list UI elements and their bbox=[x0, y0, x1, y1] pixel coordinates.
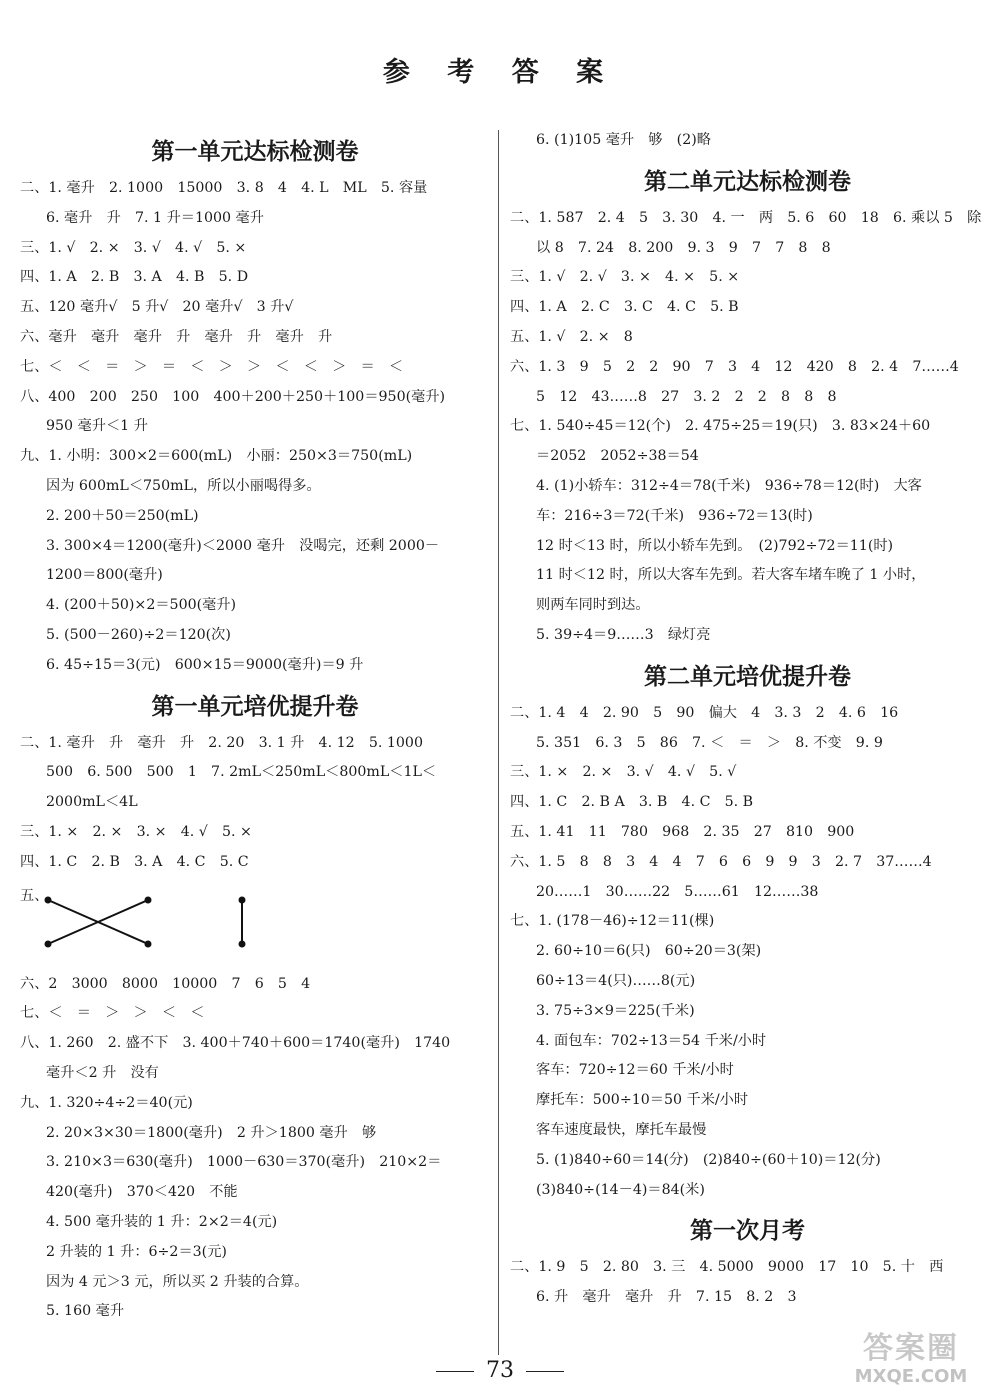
match-dot bbox=[145, 896, 152, 903]
answer-line: 二、1. 毫升 2. 1000 15000 3. 8 4 4. L ML 5. 容量 bbox=[20, 180, 428, 196]
footer-dash bbox=[526, 1371, 564, 1372]
answer-line: 客车速度最快，摩托车最慢 bbox=[536, 1121, 707, 1138]
watermark bbox=[836, 1332, 986, 1394]
answer-line: 950 毫升＜1 升 bbox=[46, 418, 148, 435]
section-title: 第二单元培优提升卷 bbox=[644, 663, 851, 690]
answer-line: 6. (1)105 毫升 够 (2)略 bbox=[536, 132, 711, 148]
match-dot bbox=[239, 896, 246, 903]
answer-line: 2. 200＋50＝250(mL) bbox=[46, 507, 199, 524]
answer-line: 3. 210×3＝630(毫升) 1000－630＝370(毫升) 210×2＝ bbox=[46, 1154, 442, 1171]
answer-line: 二、1. 587 2. 4 5 3. 30 4. 一 两 5. 6 60 18 6. 乘以 5 除 bbox=[510, 209, 982, 226]
answer-line: 则两车同时到达。 bbox=[536, 597, 650, 614]
right-column bbox=[510, 126, 985, 1313]
answer-line: 因为 4 元＞3 元，所以买 2 升装的合算。 bbox=[46, 1273, 309, 1290]
section-body bbox=[510, 1253, 985, 1313]
answer-line: 五、1. 41 11 780 968 2. 35 27 810 900 bbox=[510, 823, 855, 840]
matching-drawing bbox=[20, 878, 490, 970]
answer-line: 2000mL＜4L bbox=[46, 794, 138, 811]
answer-line: 七、＜ ＜ ＝ ＞ ＝ ＜ ＞ ＞ ＜ ＜ ＞ ＝ ＜ bbox=[20, 358, 404, 375]
answer-line: 5. (500－260)÷2＝120(次) bbox=[46, 626, 231, 643]
answer-line: 六、毫升 毫升 毫升 升 毫升 升 毫升 升 bbox=[20, 328, 333, 345]
answer-line: 三、1. × 2. × 3. √ 4. √ 5. √ bbox=[510, 764, 737, 781]
answer-line: 6. 升 毫升 毫升 升 7. 15 8. 2 3 bbox=[536, 1289, 797, 1306]
answer-line: 11 时＜12 时，所以大客车先到。若大客车堵车晚了 1 小时， bbox=[536, 567, 926, 584]
section-body bbox=[20, 174, 490, 681]
answer-line: 5 12 43……8 27 3. 2 2 2 8 8 8 bbox=[536, 388, 837, 405]
section-body bbox=[20, 729, 490, 1328]
answer-line: 5. 160 毫升 bbox=[46, 1303, 125, 1320]
answer-line: 五、120 毫升√ 5 升√ 20 毫升√ 3 升√ bbox=[20, 299, 294, 316]
matching-lines-figure bbox=[20, 878, 490, 970]
answer-line: 以 8 7. 24 8. 200 9. 3 9 7 7 8 8 bbox=[536, 239, 831, 256]
answer-line: 2. 20×3×30＝1800(毫升) 2 升＞1800 毫升 够 bbox=[46, 1124, 377, 1141]
answer-line: 七、＜ ＝ ＞ ＞ ＜ ＜ bbox=[20, 1005, 205, 1022]
answer-line: 七、1. (178－46)÷12＝11(棵) bbox=[510, 913, 715, 930]
answer-line: 三、1. √ 2. × 3. √ 4. √ 5. × bbox=[20, 239, 247, 256]
answer-line: 四、1. C 2. B 3. A 4. C 5. C bbox=[20, 853, 249, 870]
section-title: 第一单元培优提升卷 bbox=[151, 693, 359, 720]
answer-line: (3)840÷(14－4)＝84(米) bbox=[536, 1181, 705, 1198]
answer-line: 500 6. 500 500 1 7. 2mL＜250mL＜800mL＜1L＜ bbox=[46, 764, 437, 781]
answer-line: 六、1. 3 9 5 2 2 90 7 3 4 12 420 8 2. 4 7……4 bbox=[510, 358, 959, 375]
answer-line: 七、1. 540÷45＝12(个) 2. 475÷25＝19(只) 3. 83×24＋60 bbox=[510, 418, 931, 435]
answer-line: ＝2052 2052÷38＝54 bbox=[536, 448, 699, 465]
answer-line: 摩托车：500÷10＝50 千米/小时 bbox=[536, 1092, 749, 1109]
answer-line: 20……1 30……22 5……61 12……38 bbox=[536, 883, 819, 900]
answer-line: 六、1. 5 8 8 3 4 4 7 6 6 9 9 3 2. 7 37……4 bbox=[510, 853, 932, 870]
answer-line: 三、1. × 2. × 3. × 4. √ 5. × bbox=[20, 823, 252, 840]
answer-line: 4. (200＋50)×2＝500(毫升) bbox=[46, 597, 237, 614]
answer-line: 二、1. 毫升 升 毫升 升 2. 20 3. 1 升 4. 12 5. 1000 bbox=[20, 734, 423, 751]
footer-dash bbox=[436, 1371, 474, 1372]
answer-line: 四、1. C 2. B A 3. B 4. C 5. B bbox=[510, 794, 754, 811]
answer-line-label: 五、 bbox=[20, 887, 49, 904]
match-dot bbox=[239, 940, 246, 947]
answer-line: 5. 39÷4＝9……3 绿灯亮 bbox=[536, 626, 711, 643]
page-title: 参 考 答 案 bbox=[382, 57, 618, 88]
answer-line: 客车：720÷12＝60 千米/小时 bbox=[536, 1062, 734, 1079]
answer-line: 因为 600mL＜750mL，所以小丽喝得多。 bbox=[46, 477, 321, 494]
answer-line: 八、400 200 250 100 400＋200＋250＋100＝950(毫升) bbox=[20, 388, 446, 405]
match-dot bbox=[145, 940, 152, 947]
answer-line: 5. 351 6. 3 5 86 7. ＜ ＝ ＞ 8. 不变 9. 9 bbox=[536, 734, 883, 751]
answer-line: 4. (1)小轿车：312÷4＝78(千米) 936÷78＝12(时) 大客 bbox=[536, 477, 922, 494]
answer-line: 60÷13＝4(只)……8(元) bbox=[536, 972, 696, 989]
answer-line: 二、1. 9 5 2. 80 3. 三 4. 5000 9000 17 10 5. 十 西 bbox=[510, 1259, 944, 1276]
answer-line: 八、1. 260 2. 盛不下 3. 400＋740＋600＝1740(毫升) 1740 bbox=[20, 1035, 451, 1052]
answer-line: 九、1. 320÷4÷2＝40(元) bbox=[20, 1094, 193, 1111]
left-column bbox=[20, 126, 490, 1327]
section-body bbox=[510, 699, 985, 1206]
answer-line: 五、1. √ 2. × 8 bbox=[510, 328, 633, 345]
answer-line: 毫升＜2 升 没有 bbox=[46, 1064, 159, 1081]
answer-line: 九、1. 小明：300×2＝600(mL) 小丽：250×3＝750(mL) bbox=[20, 448, 413, 465]
answer-line: 6. 毫升 升 7. 1 升＝1000 毫升 bbox=[46, 209, 264, 226]
section-title: 第二单元达标检测卷 bbox=[644, 168, 851, 195]
answer-line: 4. 500 毫升装的 1 升：2×2＝4(元) bbox=[46, 1213, 278, 1230]
answer-line: 6. 45÷15＝3(元) 600×15＝9000(毫升)＝9 升 bbox=[46, 656, 364, 673]
answer-line: 2 升装的 1 升：6÷2＝3(元) bbox=[46, 1243, 227, 1260]
column-divider bbox=[498, 130, 499, 1355]
section-title: 第一次月考 bbox=[690, 1218, 805, 1245]
answer-line: 3. 75÷3×9＝225(千米) bbox=[536, 1002, 695, 1019]
watermark-logo: 答案圈 bbox=[863, 1331, 959, 1366]
answer-line: 12 时＜13 时，所以小轿车先到。 (2)792÷72＝11(时) bbox=[536, 537, 894, 554]
section-title: 第一单元达标检测卷 bbox=[151, 139, 359, 165]
answer-line: 420(毫升) 370＜420 不能 bbox=[46, 1184, 238, 1201]
answer-line: 2. 60÷10＝6(只) 60÷20＝3(架) bbox=[536, 943, 762, 960]
answer-line: 四、1. A 2. B 3. A 4. B 5. D bbox=[20, 269, 249, 286]
match-dot bbox=[45, 940, 52, 947]
answer-line: 1200＝800(毫升) bbox=[46, 567, 163, 584]
watermark-url: MXQE.COM bbox=[854, 1366, 968, 1387]
section-body bbox=[510, 204, 985, 651]
answer-line: 4. 面包车：702÷13＝54 千米/小时 bbox=[536, 1032, 767, 1049]
page-number: 73 bbox=[486, 1358, 514, 1383]
answer-line: 车：216÷3＝72(千米) 936÷72＝13(时) bbox=[536, 507, 813, 524]
answer-line: 三、1. √ 2. √ 3. × 4. × 5. × bbox=[510, 269, 740, 286]
answer-line: 3. 300×4＝1200(毫升)＜2000 毫升 没喝完，还剩 2000－ bbox=[46, 537, 440, 554]
answer-line: 六、2 3000 8000 10000 7 6 5 4 bbox=[20, 975, 311, 992]
answer-line: 四、1. A 2. C 3. C 4. C 5. B bbox=[510, 299, 739, 316]
answer-line: 5. (1)840÷60＝14(分) (2)840÷(60＋10)＝12(分) bbox=[536, 1151, 881, 1168]
answer-line: 二、1. 4 4 2. 90 5 90 偏大 4 3. 3 2 4. 6 16 bbox=[510, 704, 899, 721]
